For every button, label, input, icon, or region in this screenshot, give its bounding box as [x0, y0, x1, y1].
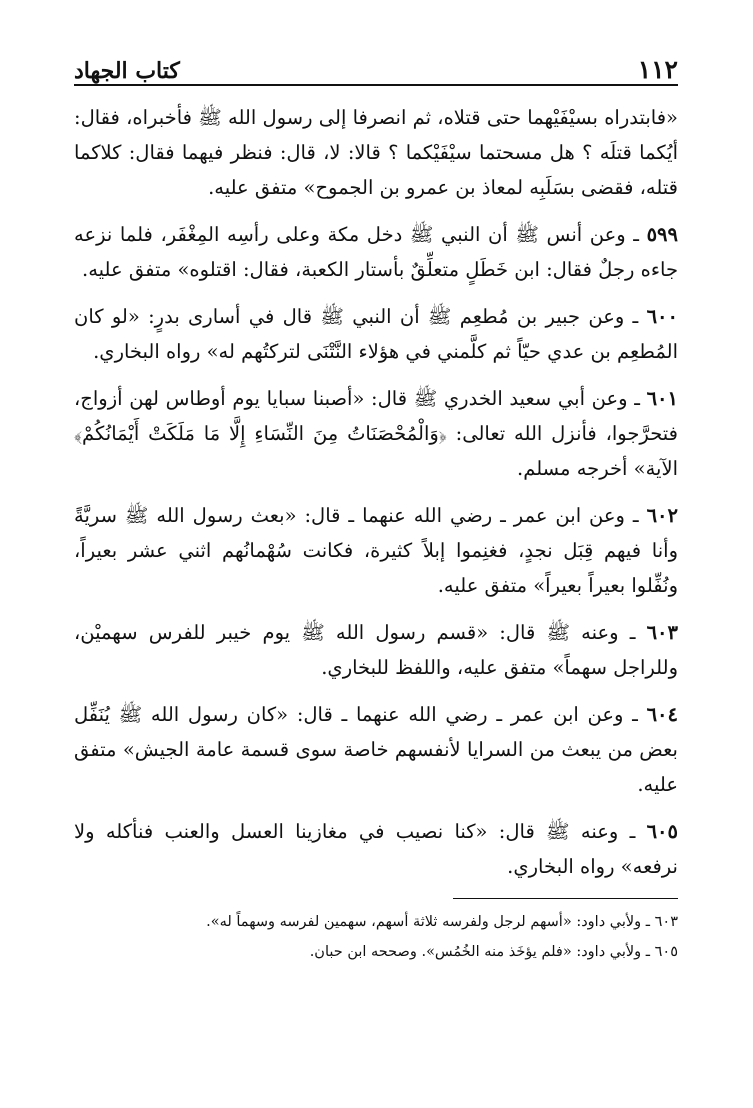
book-title: كتاب الجهاد — [74, 58, 180, 84]
hadith-text: ـ وعن جبير بن مُطعِم ﷺ أن النبي ﷺ قال في أسارى بدرٍ: «لو كان المُطعِم بن عدي حيّاً ثم كلَّمني في هؤلاء النَّتْنَى لتركتُهم له» رواه البخاري. — [74, 305, 678, 363]
hadith-number: ٦٠٠ — [646, 305, 678, 328]
hadith-number: ٦٠٢ — [646, 504, 678, 527]
hadith-paragraph — [74, 498, 678, 603]
hadith-paragraph — [74, 100, 678, 205]
hadith-text: ـ وعن أبي سعيد الخدري ﷺ قال: «أصبنا سبايا يوم أوطاس لهن أزواج، فتحرَّجوا، فأنزل الله تعالى: ﴿وَالْمُحْصَنَاتُ مِنَ النِّسَاءِ إِلَّا مَا مَلَكَتْ أَيْمَانُكُمْ﴾ الآية» أخرجه مسلم. — [74, 387, 678, 480]
footnote: ٦٠٥ ـ ولأبي داود: «فلم يؤخَذ منه الخُمُس». وصححه ابن حبان. — [309, 944, 678, 960]
book-page — [74, 40, 678, 967]
hadith-number: ٦٠٥ — [646, 820, 678, 843]
hadith-number: ٦٠٤ — [646, 703, 678, 726]
hadith-paragraph — [74, 615, 678, 685]
hadith-text: ـ وعنه ﷺ قال: «كنا نصيب في مغازينا العسل والعنب فنأكله ولا نرفعه» رواه البخاري. — [74, 820, 678, 878]
main-text — [74, 100, 678, 884]
hadith-number: ٥٩٩ — [646, 223, 678, 246]
hadith-paragraph — [74, 299, 678, 369]
footnote-divider — [453, 898, 678, 899]
hadith-paragraph — [74, 814, 678, 884]
page-header — [74, 40, 678, 86]
hadith-paragraph — [74, 697, 678, 802]
page-number: ١١٢ — [637, 55, 678, 84]
hadith-paragraph — [74, 217, 678, 287]
hadith-text: ـ وعنه ﷺ قال: «قسم رسول الله ﷺ يوم خيبر للفرس سهميْن، وللراجل سهماً» متفق عليه، واللفظ للبخاري. — [74, 621, 678, 679]
hadith-text: ـ وعن ابن عمر ـ رضي الله عنهما ـ قال: «كان رسول الله ﷺ يُنَفِّل بعض من يبعث من السرايا لأنفسهم خاصة سوى قسمة عامة الجيش» متفق عليه. — [74, 703, 678, 796]
hadith-paragraph — [74, 381, 678, 486]
footnotes — [74, 907, 678, 967]
hadith-text: ـ وعن أنس ﷺ أن النبي ﷺ دخل مكة وعلى رأسِه المِغْفَر، فلما نزعه جاءه رجلٌ فقال: ابن خَطَلٍ متعلِّقٌ بأستار الكعبة، فقال: اقتلوه» متفق عليه. — [74, 223, 678, 281]
footnote: ٦٠٣ ـ ولأبي داود: «أسهم لرجل ولفرسه ثلاثة أسهم، سهمين لفرسه وسهماً له». — [206, 914, 678, 930]
hadith-text: «فابتدراه بسيْفَيْهما حتى قتلاه، ثم انصرفا إلى رسول الله ﷺ فأخبراه، فقال: أيُكما قتلَه ؟ هل مسحتما سيْفَيْكما ؟ قالا: لا، قال: فنظر فيهما فقال: كلاكما قتله، فقضى بسَلَبِه لمعاذ بن عمرو بن الجموح» متفق عليه. — [74, 106, 678, 199]
hadith-number: ٦٠١ — [646, 387, 678, 410]
hadith-text: ـ وعن ابن عمر ـ رضي الله عنهما ـ قال: «بعث رسول الله ﷺ سريَّةً وأنا فيهم قِبَل نجدٍ، فغنِموا إبلاً كثيرة، فكانت سُهْمانُهم اثني عشر بعيراً، ونُفِّلوا بعيراً بعيراً» متفق عليه. — [74, 504, 678, 597]
hadith-number: ٦٠٣ — [646, 621, 678, 644]
